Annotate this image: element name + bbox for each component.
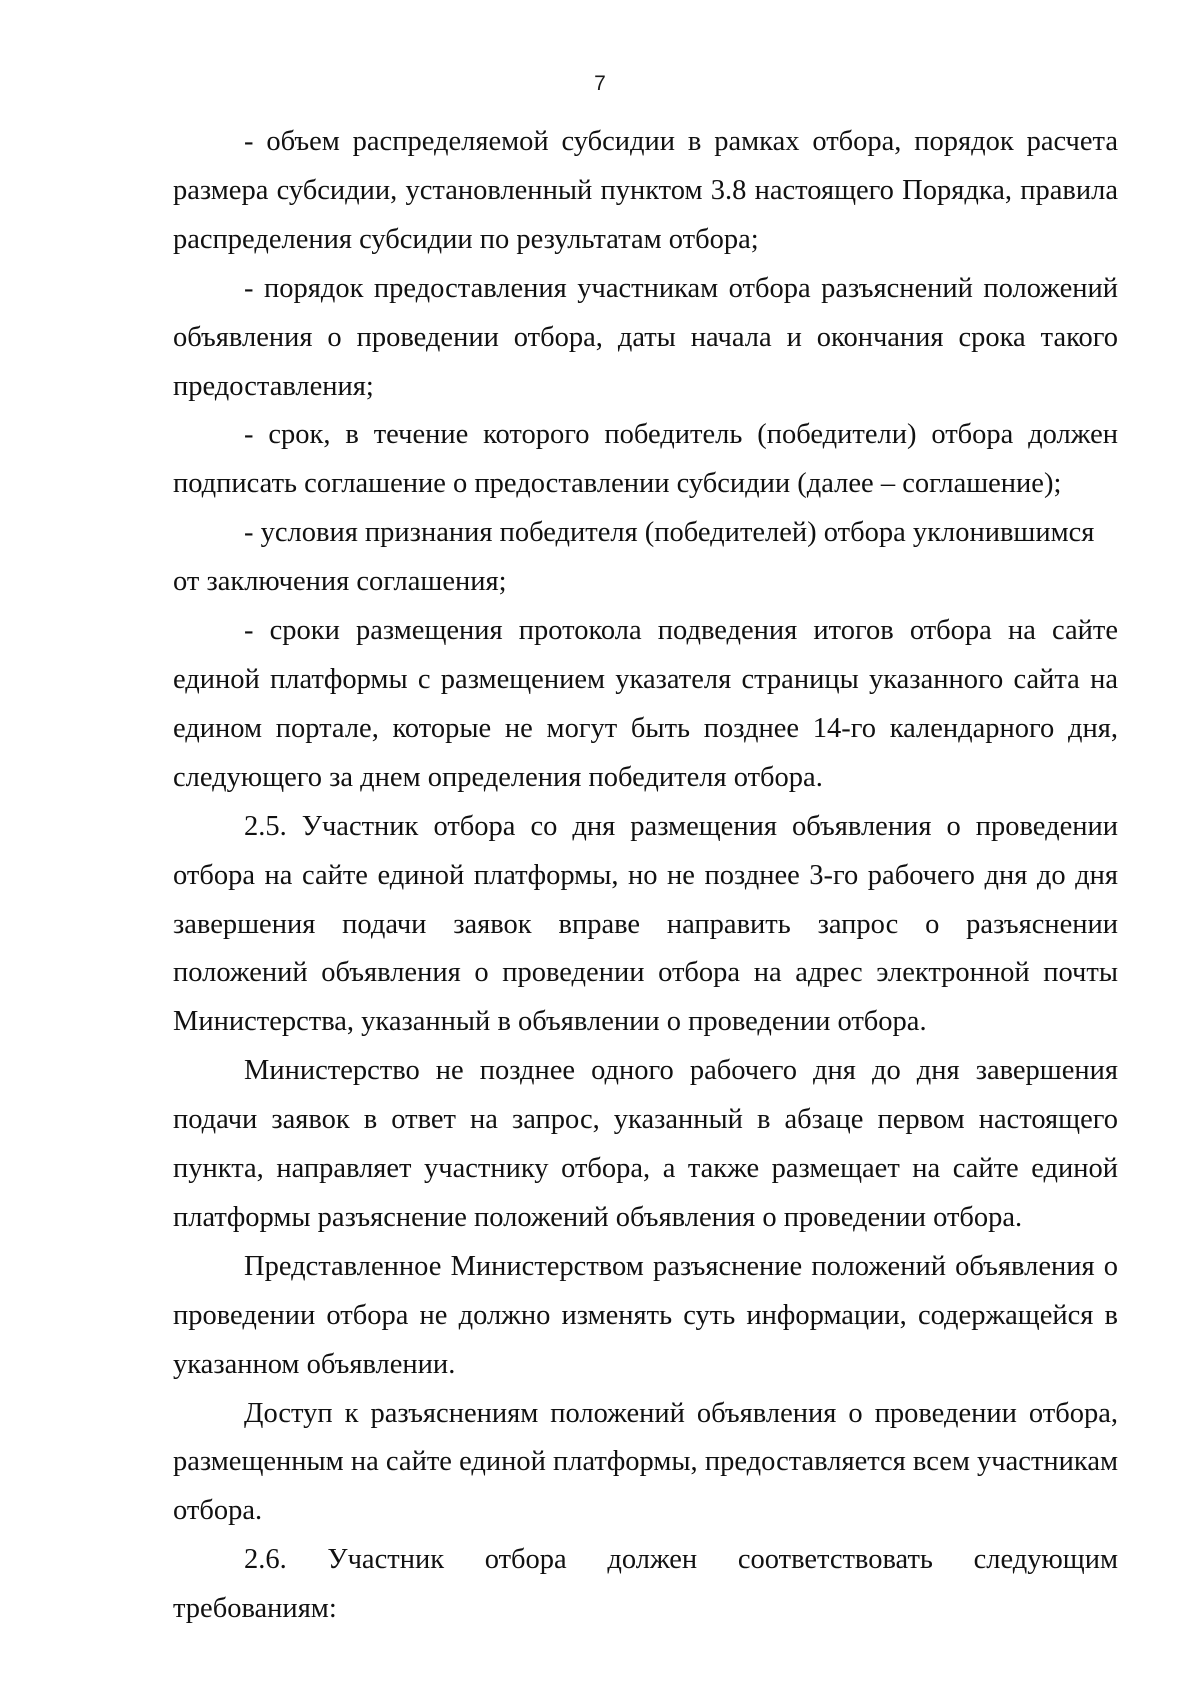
document-body [173,118,1118,1634]
paragraph-clarification-procedure: - порядок предоставления участникам отбора разъяснений положений объявления о проведении отбора, даты начала и окончания срока такого предоставления; [173,272,1118,402]
paragraph-evasion-conditions: - условия признания победителя (победителей) отбора уклонившимся от заключения соглашения; [173,517,1095,598]
paragraph-clause-2-6: 2.6. Участник отбора должен соответствовать следующим требованиям: [173,1544,1118,1625]
paragraph-subsidy-volume: - объем распределяемой субсидии в рамках отбора, порядок расчета размера субсидии, установленный пунктом 3.8 настоящего Порядка, правила распределения субсидии по результатам отбора; [173,126,1118,255]
paragraph-clarification-content: Представленное Министерством разъяснение положений объявления о проведении отбора не должно изменять суть информации, содержащейся в указанном объявлении. [173,1250,1118,1380]
page-number: 7 [594,72,606,95]
paragraph-ministry-response: Министерство не позднее одного рабочего дня до дня завершения подачи заявок в ответ на запрос, указанный в абзаце первом настоящего пункта, направляет участнику отбора, а также размещает на сайте единой платформы разъяснение положений объявления о проведении отбора. [173,1055,1118,1233]
paragraph-clarification-access: Доступ к разъяснениям положений объявления о проведении отбора, размещенным на сайте единой платформы, предоставляется всем участникам отбора. [173,1397,1118,1527]
paragraph-clause-2-5: 2.5. Участник отбора со дня размещения объявления о проведении отбора на сайте единой платформы, но не позднее 3-го рабочего дня до дня завершения подачи заявок вправе направить запрос о разъяснении положений объявления о проведении отбора на адрес электронной почты Министерства, указанный в объявлении о проведении отбора. [173,810,1118,1038]
paragraph-protocol-publication: - сроки размещения протокола подведения итогов отбора на сайте единой платформы с размещением указателя страницы указанного сайта на едином портале, которые не могут быть позднее 14-го календарного дня, следующего за днем определения победителя отбора. [173,615,1118,793]
paragraph-agreement-deadline: - срок, в течение которого победитель (победители) отбора должен подписать соглашение о предоставлении субсидии (далее – соглашение); [173,419,1118,500]
